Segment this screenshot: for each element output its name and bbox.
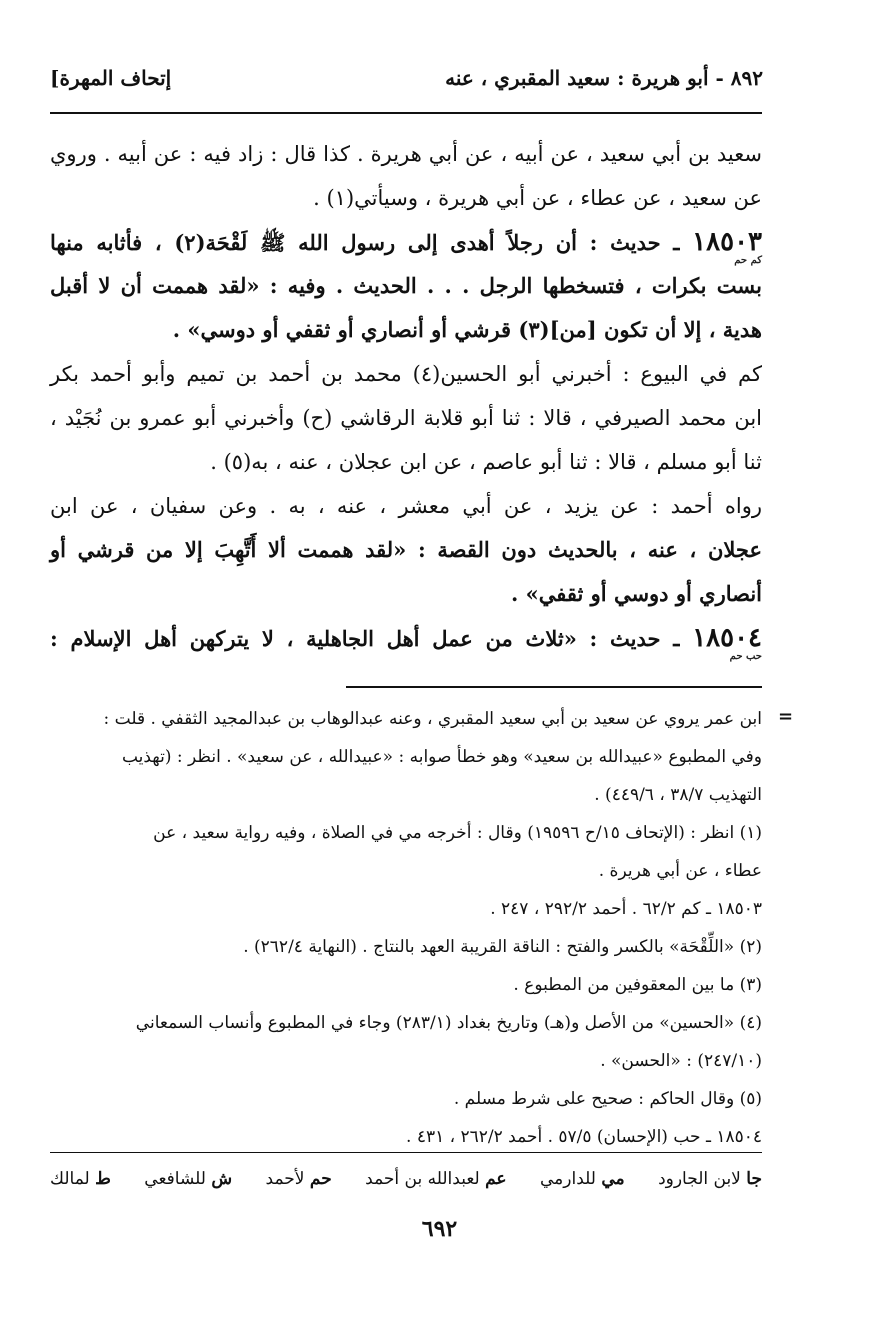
footnote-line: (٢٤٧/١٠) : «الحسن» . [600,1051,762,1071]
hadith-heading-18504 [50,616,762,660]
hadith-number: ١٨٥٠٣ [692,227,762,257]
text-line: بست بكرات ، فتسخطها الرجل . . . الحديث . وفيه : «لقد هممت أن لا أقبل [50,273,762,298]
legend-rule [50,1152,762,1153]
hadith-number: ١٨٥٠٤ [692,623,763,653]
legend-item: ش للشافعي [144,1169,233,1189]
page-number: ٦٩٢ [421,1216,458,1242]
text-line: هدية ، إلا أن تكون [من](٣) قرشي أو أنصاري أو ثقفي أو دوسي» . [172,317,762,342]
legend-item: مي للدارمي [540,1169,625,1189]
hadith-heading-18503 [50,220,762,264]
continuation-mark: = [778,706,794,727]
hadith-heading-text: ـ حديث : أن رجلاً أهدى إلى رسول الله ﷺ لَقْحَة(٢) ، فأثابه منها [50,230,680,255]
footnote-line: وفي المطبوع «عبيدالله بن سعيد» وهو خطأ صوابه : «عبيدالله ، عن سعيد» . انظر : (تهذيب [121,747,762,767]
source-codes: حب حم [729,651,762,662]
abbreviation-legend [50,1162,762,1196]
footnote-line: (٣) ما بين المعقوفين من المطبوع . [513,975,762,995]
legend-item: حم لأحمد [265,1169,332,1189]
footnote-line: (٤) «الحسين» من الأصل و(هـ) وتاريخ بغداد (٢٨٣/١) وجاء في المطبوع وأنساب السمعاني [135,1013,762,1033]
running-head-section-title: ٨٩٢ - أبو هريرة : سعيد المقبري ، عنه [445,66,763,90]
footnote-rule [346,686,762,688]
hadith-heading-text: ـ حديث : «ثلاث من عمل أهل الجاهلية ، لا يتركهن أهل الإسلام : [50,626,680,651]
footnote-line: (٥) وقال الحاكم : صحيح على شرط مسلم . [453,1089,762,1109]
main-text [50,132,762,660]
footnote-line: التهذيب ٣٨/٧ ، ٤٤٩/٦) . [594,785,762,805]
text-line: ثنا أبو مسلم ، قالا : ثنا أبو عاصم ، عن ابن عجلان ، عنه ، به(٥) . [210,450,762,474]
footnote-line: ١٨٥٠٤ ـ حب (الإحسان) ٥٧/٥ . أحمد ٢٦٢/٢ ، ٤٣١ . [406,1127,762,1147]
text-line: سعيد بن أبي سعيد ، عن أبيه ، عن أبي هريرة . كذا قال : زاد فيه : عن أبيه . وروي [50,142,762,166]
footnote-line: ١٨٥٠٣ ـ كم ٦٢/٢ . أحمد ٢٩٢/٢ ، ٢٤٧ . [490,899,762,919]
header-rule [50,112,762,114]
legend-item: ط لمالك [50,1169,111,1189]
text-line: أنصاري أو دوسي أو ثقفي» . [511,581,762,606]
footnote-line: (١) انظر : (الإتحاف ١٥/ح ١٩٥٩٦) وقال : أخرجه مي في الصلاة ، وفيه رواية سعيد ، عن [153,823,762,843]
text-line: كم في البيوع : أخبرني أبو الحسين(٤) محمد بن أحمد بن تميم وأبو أحمد بكر [50,362,762,386]
footnote-line: (٢) «اللِّقْحَة» بالكسر والفتح : الناقة القريبة العهد بالنتاج . (النهاية ٢٦٢/٤) . [243,937,762,957]
footnote-line: ابن عمر يروي عن سعيد بن أبي سعيد المقبري ، وعنه عبدالوهاب بن عبدالمجيد الثقفي . قلت : [103,709,762,729]
footnote-line: عطاء ، عن أبي هريرة . [598,861,762,881]
text-line: عن سعيد ، عن عطاء ، عن أبي هريرة ، وسيأتي(١) . [313,186,762,210]
text-line: ابن محمد الصيرفي ، قالا : ثنا أبو قلابة الرقاشي (ح) وأخبرني أبو عمرو بن نُجَيْد ، [50,406,762,430]
text-line: عجلان ، عنه ، بالحديث دون القصة : «لقد هممت ألا أَتَّهِبَ إلا من قرشي أو [50,537,762,562]
legend-item: جا لابن الجارود [658,1169,762,1189]
text-line: رواه أحمد : عن يزيد ، عن أبي معشر ، عنه ، به . وعن سفيان ، عن ابن [50,494,762,518]
footnotes [50,700,762,1156]
legend-item: عم لعبدالله بن أحمد [365,1169,507,1189]
source-codes: كم حم [734,255,762,266]
running-head-book-title: [إتحاف المهرة [50,66,172,90]
